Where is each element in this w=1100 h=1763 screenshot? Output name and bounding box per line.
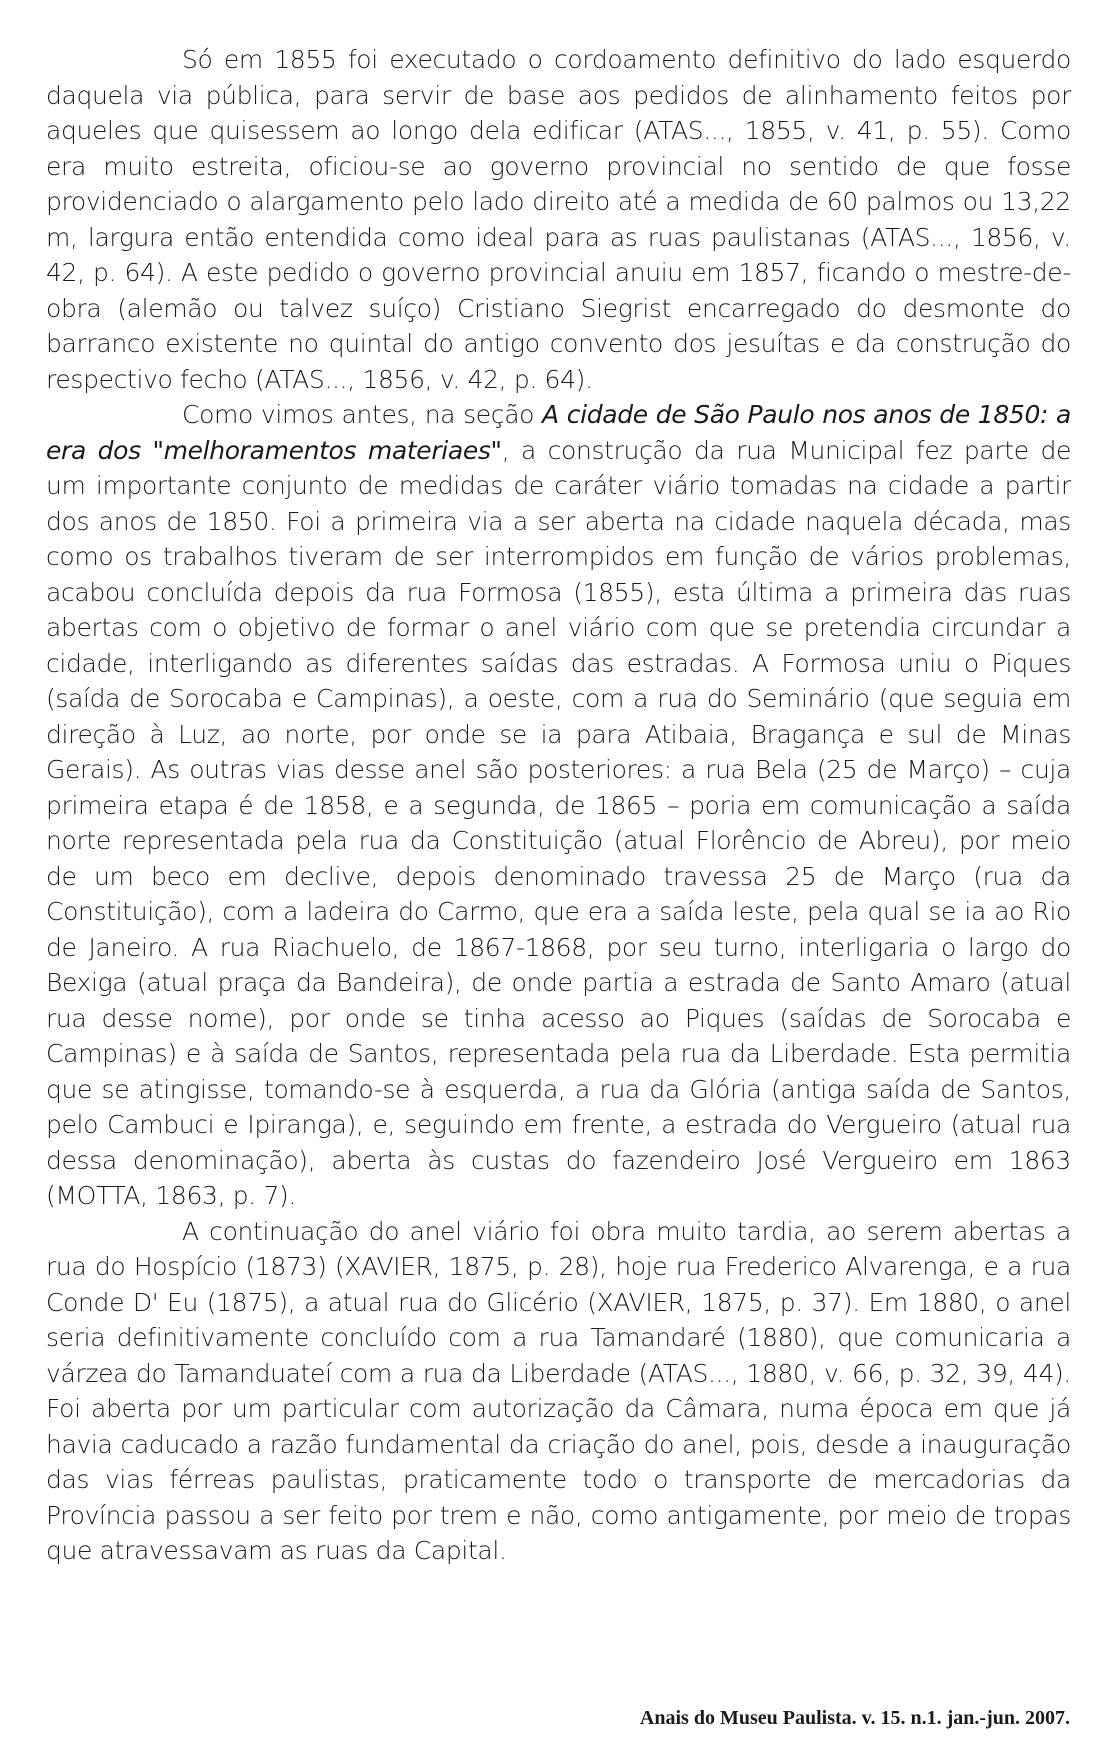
- paragraph-3-text: A continuação do anel viário foi obra muito tardia, ao serem abertas a rua do Hospício (1873) (XAVIER, 1875, p. 28), hoje rua Frederico Alvarenga, e a rua Conde D' Eu (1875), a atual rua do Glicério (XAVIER, 1875, p. 37). Em 1880, o anel seria definitivamente concluído com a rua Tamandaré (1880), que comunicaria a várzea do Tamanduateí com a rua da Liberdade (ATAS..., 1880, v. 66, p. 32, 39, 44). Foi aberta por um particular com autorização da Câmara, numa época em que já havia caducado a razão fundamental da criação do anel, pois, desde a inauguração das vias férreas paulistas, praticamente todo o transporte de mercadorias da Província passou a ser feito por trem e não, como antigamente, por meio de tropas que atravessavam as ruas da Capital.: [46, 1216, 1071, 1565]
- paragraph-2: [46, 397, 1071, 1214]
- paragraph-2-text-end: , a construção da rua Municipal fez parte de um importante conjunto de medidas de caráter viário tomadas na cidade a partir dos anos de 1850. Foi a primeira via a ser aberta na cidade naquela década, mas como os trabalhos tiveram de ser interrompidos em função de vários problemas, acabou concluída depois da rua Formosa (1855), esta última a primeira das ruas abertas com o objetivo de formar o anel viário com que se pretendia circundar a cidade, interligando as diferentes saídas das estradas. A Formosa uniu o Piques (saída de Sorocaba e Campinas), a oeste, com a rua do Seminário (que seguia em direção à Luz, ao norte, por onde se ia para Atibaia, Bragança e sul de Minas Gerais). As outras vias desse anel são posteriores: a rua Bela (25 de Março) – cuja primeira etapa é de 1858, e a segunda, de 1865 – poria em comunicação a saída norte representada pela rua da Constituição (atual Florêncio de Abreu), por meio de um beco em declive, depois denominado travessa 25 de Março (rua da Constituição), com a ladeira do Carmo, que era a saída leste, pela qual se ia ao Rio de Janeiro. A rua Riachuelo, de 1867-1868, por seu turno, interligaria o largo do Bexiga (atual praça da Bandeira), de onde partia a estrada de Santo Amaro (atual rua desse nome), por onde se tinha acesso ao Piques (saídas de Sorocaba e Campinas) e à saída de Santos, representada pela rua da Liberdade. Esta permitia que se atingisse, tomando-se à esquerda, a rua da Glória (antiga saída de Santos, pelo Cambuci e Ipiranga), e, seguindo em frente, a estrada do Vergueiro (atual rua dessa denominação), aberta às custas do fazendeiro José Vergueiro em 1863 (MOTTA, 1863, p. 7).: [46, 435, 1071, 1210]
- document-body: [46, 42, 1071, 1569]
- paragraph-1-text: Só em 1855 foi executado o cordoamento definitivo do lado esquerdo daquela via pública, para servir de base aos pedidos de alinhamento feitos por aqueles que quisessem ao longo dela edificar (ATAS..., 1855, v. 41, p. 55). Como era muito estreita, oficiou-se ao governo provincial no sentido de que fosse providenciado o alargamento pelo lado direito até a medida de 60 palmos ou 13,22 m, largura então entendida como ideal para as ruas paulistanas (ATAS..., 1856, v. 42, p. 64). A este pedido o governo provincial anuiu em 1857, ficando o mestre-de-obra (alemão ou talvez suíço) Cristiano Siegrist encarregado do desmonte do barranco existente no quintal do antigo convento dos jesuítas e da construção do respectivo fecho (ATAS..., 1856, v. 42, p. 64).: [46, 45, 1071, 394]
- paragraph-2-section-title: A cidade de São Paulo nos anos de 1850: a era dos "melhoramentos materiaes": [46, 400, 1071, 465]
- paragraph-3: [46, 1214, 1071, 1569]
- journal-footer: Anais do Museu Paulista. v. 15. n.1. jan.-jun. 2007.: [639, 1707, 1070, 1729]
- paragraph-2-text-start: Como vimos antes, na seção: [182, 400, 543, 429]
- paragraph-1: [46, 42, 1071, 397]
